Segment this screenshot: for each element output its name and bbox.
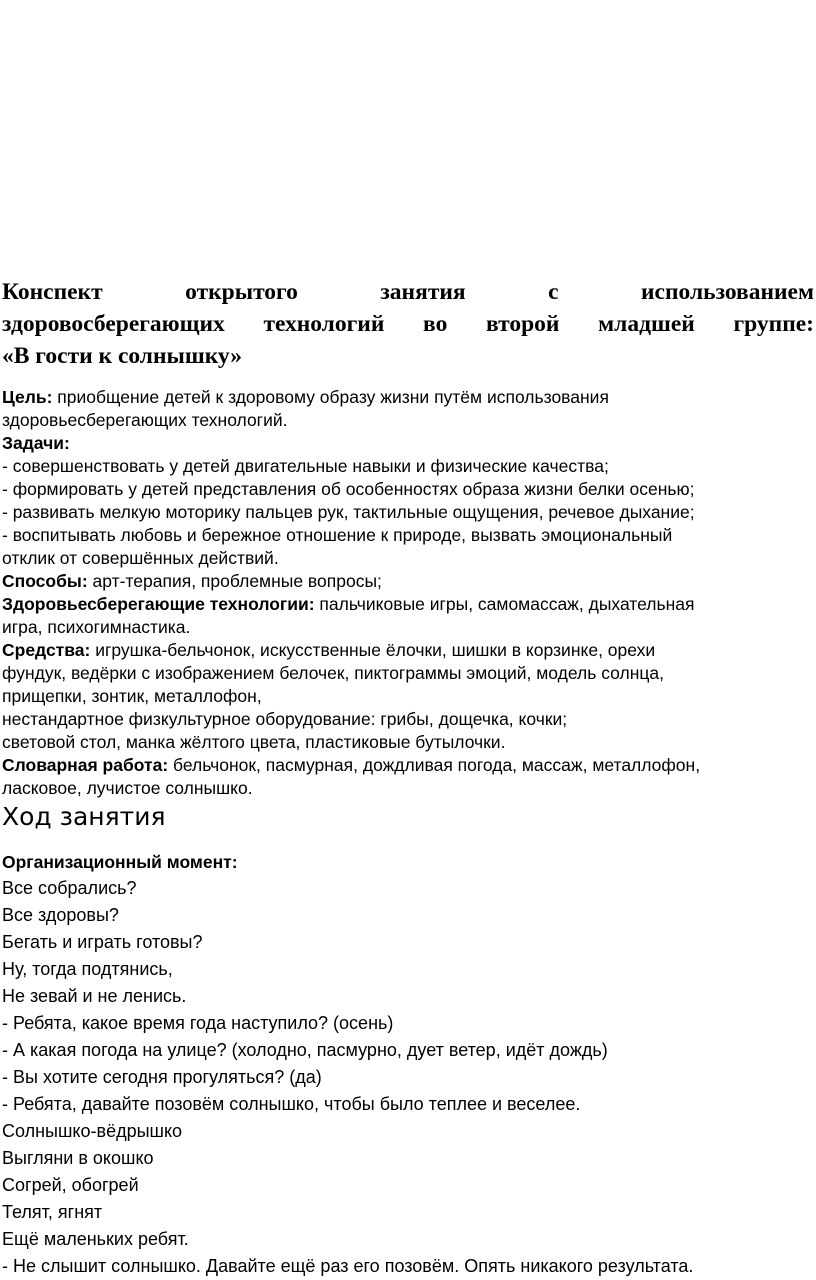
course-line: Ну, тогда подтянись, (2, 959, 173, 979)
goal-text-cont: здоровьесберегающих технологий. (2, 410, 288, 430)
document-title (2, 276, 814, 372)
goal-label: Цель: (2, 387, 53, 407)
course-line: Бегать и играть готовы? (2, 932, 203, 952)
methods-paragraph (2, 570, 814, 593)
title-line-1: Конспект открытого занятия с использованием (2, 279, 814, 305)
means-line: нестандартное физкультурное оборудование: грибы, дощечка, кочки; (2, 709, 568, 729)
means-paragraph (2, 639, 814, 662)
methods-label: Способы: (2, 571, 88, 591)
title-line-2: здоровосберегающих технологий во второй младшей группе: (2, 311, 814, 337)
task-item: - развивать мелкую моторику пальцев рук, тактильные ощущения, речевое дыхание; (2, 502, 695, 522)
document-page (2, 276, 814, 1280)
course-line: Выгляни в окошко (2, 1148, 154, 1168)
lesson-meta (2, 386, 814, 800)
course-heading: Ход занятия (2, 802, 166, 831)
means-line: фундук, ведёрки с изображением белочек, пиктограммы эмоций, модель солнца, (2, 663, 665, 683)
course-line: - Вы хотите сегодня прогуляться? (да) (2, 1067, 322, 1087)
title-line-3: «В гости к солнышку» (2, 343, 243, 369)
tasks-label-line (2, 432, 814, 455)
vocab-text-cont: ласковое, лучистое солнышко. (2, 778, 253, 798)
course-line: Согрей, обогрей (2, 1175, 139, 1195)
tech-paragraph (2, 593, 814, 616)
course-line: Солнышко-вёдрышко (2, 1121, 183, 1141)
methods-text: арт-терапия, проблемные вопросы; (87, 571, 382, 591)
course-line: - Не слышит солнышко. Давайте ещё раз его позовём. Опять никакого результата. (2, 1256, 694, 1276)
goal-paragraph (2, 386, 814, 409)
course-body (2, 850, 814, 1280)
task-item: отклик от совершённых действий. (2, 548, 279, 568)
course-line: Все здоровы? (2, 905, 119, 925)
course-line: Все собрались? (2, 878, 137, 898)
goal-text: приобщение детей к здоровому образу жизни путём использования (52, 387, 609, 407)
course-line: Телят, ягнят (2, 1202, 103, 1222)
course-line: - Ребята, какое время года наступило? (осень) (2, 1013, 394, 1033)
tasks-label: Задачи: (2, 433, 70, 453)
means-text: игрушка-бельчонок, искусственные ёлочки, шишки в корзинке, орехи (90, 640, 656, 660)
tech-label: Здоровьесберегающие технологии: (2, 594, 315, 614)
task-item: - совершенствовать у детей двигательные навыки и физические качества; (2, 456, 609, 476)
vocab-paragraph (2, 754, 814, 777)
vocab-text: бельчонок, пасмурная, дождливая погода, массаж, металлофон, (168, 755, 701, 775)
means-line: световой стол, манка жёлтого цвета, пластиковые бутылочки. (2, 732, 506, 752)
course-line: - Ребята, давайте позовём солнышко, чтобы было теплее и веселее. (2, 1094, 581, 1114)
means-label: Средства: (2, 640, 91, 660)
vocab-label: Словарная работа: (2, 755, 169, 775)
task-item: - воспитывать любовь и бережное отношение к природе, вызвать эмоциональный (2, 525, 673, 545)
course-line: Ещё маленьких ребят. (2, 1229, 189, 1249)
tech-text-cont: игра, психогимнастика. (2, 617, 191, 637)
course-line: - А какая погода на улице? (холодно, пасмурно, дует ветер, идёт дождь) (2, 1040, 608, 1060)
task-item: - формировать у детей представления об особенностях образа жизни белки осенью; (2, 479, 695, 499)
org-moment-label: Организационный момент: (2, 852, 238, 872)
means-line: прищепки, зонтик, металлофон, (2, 686, 262, 706)
course-line: Не зевай и не ленись. (2, 986, 187, 1006)
tech-text: пальчиковые игры, самомассаж, дыхательная (314, 594, 695, 614)
